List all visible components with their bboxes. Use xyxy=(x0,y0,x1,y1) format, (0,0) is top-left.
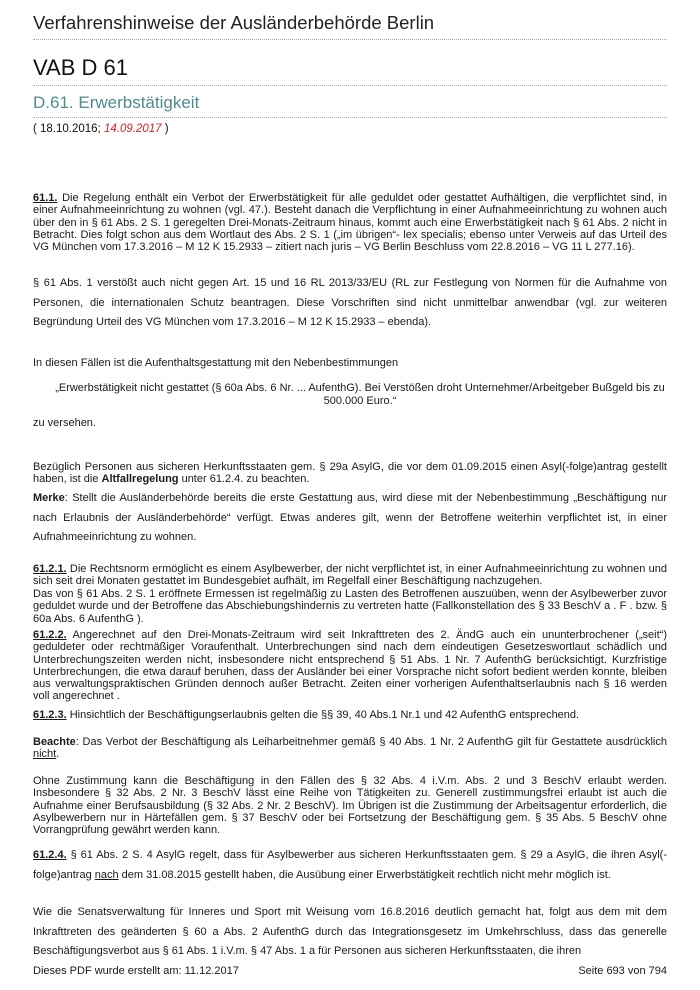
nicht-emphasis: nicht xyxy=(33,748,57,761)
paragraph-61-1 xyxy=(33,192,667,253)
paragraph-merke xyxy=(33,489,667,548)
paragraph-text: Hinsichtlich der Beschäftigungserlaubnis gelten die §§ 39, 40 Abs.1 Nr.1 und 42 AufenthG entsprechend. xyxy=(66,709,580,721)
date-close: ) xyxy=(161,123,169,135)
paragraph-text: § 61 Abs. 2 S. 4 AsylG regelt, dass für Asylbewerber aus sicheren Herkunftsstaaten gem. § 29 a AsylG, die ihren Asyl(-folge)antrag xyxy=(33,849,667,881)
section-title: D.61. Erwerbstätigkeit xyxy=(33,93,667,118)
altfallregelung-term: Altfallregelung xyxy=(101,473,179,486)
paragraph-art15: § 61 Abs. 1 verstößt auch nicht gegen Art. 15 und 16 RL 2013/33/EU (RL zur Festlegung von Normen für die Aufnahme von Personen, die internationalen Schutz beantragen. Diese Vorschriften sind nicht unmittelbar anwendbar (vgl. zur weiteren Begründung Urteil des VG München vom 17.3.2016 – M 12 K 15.2933 – ebenda). xyxy=(33,277,667,328)
paragraph-nebenbestimmungen: In diesen Fällen ist die Aufenthaltsgestattung mit den Nebenbestimmungen xyxy=(33,357,399,369)
paragraph-senatsverwaltung: Wie die Senatsverwaltung für Inneres und Sport mit Weisung vom 16.8.2016 deutlich gemacht hat, folgt aus dem mit dem Inkrafttreten des geänderten § 60 a Abs. 2 AufenthG durch das Integrationsgesetz im Umkehrschluss, dass das generelle Beschäftigungsverbot aus § 61 Abs. 1 i.V.m. § 47 Abs. 1 a für Personen aus sicheren Herkunftsstaaten, die ihren xyxy=(33,906,667,957)
paragraph-herkunftsstaaten xyxy=(33,461,667,486)
nebenbestimmung-quote: „Erwerbstätigkeit nicht gestattet (§ 60a Abs. 6 Nr. ... AufenthG). Bei Verstößen droht Unternehmer/Arbeitgeber Bußgeld bis zu 500.000 Euro.“ xyxy=(55,382,665,407)
paragraph-versehen: zu versehen. xyxy=(33,417,96,429)
section-number: 61.2.2. xyxy=(33,629,67,641)
beachte-label: Beachte xyxy=(33,736,76,748)
paragraph-text: Die Rechtsnorm ermöglicht es einem Asylbewerber, der nicht verpflichtet ist, in einer Aufnahmeeinrichtung zu wohnen und sich seit drei Monaten gestattet im Bundesgebiet aufhält, im Regelfall einer Beschäftigung nachzugehen. xyxy=(33,563,667,588)
merke-label: Merke xyxy=(33,492,65,504)
paragraph-ohne-zustimmung: Ohne Zustimmung kann die Beschäftigung in den Fällen des § 32 Abs. 4 i.V.m. Abs. 2 und 3 BeschV erlaubt werden. Insbesondere § 32 Abs. 2 Nr. 3 BeschV lässt eine Reihe von Tätigkeiten zu. Generell zustimmungsfrei erlaubt ist auch die Aufnahme einer Berufsausbildung (§ 32 Abs. 2 Nr. 2 BeschV). Im Übrigen ist die Zustimmung der Arbeitsagentur erforderlich, die Asylbewerbern nur in Härtefällen gem. § 37 BeschV oder bei Fortsetzung der Beschäftigung gem. § 35 Abs. 5 BeschV ohne Vorrangprüfung gewährt werden kann. xyxy=(33,775,667,837)
paragraph-beachte xyxy=(33,736,667,761)
revision-dates xyxy=(33,123,169,135)
date-open: ( 18.10.2016; xyxy=(33,123,104,135)
beachte-text: : Das Verbot der Beschäftigung als Leiharbeitnehmer gemäß § 40 Abs. 1 Nr. 2 AufenthG gilt für Gestattete ausdrücklich xyxy=(75,736,667,748)
paragraph-61-2-4 xyxy=(33,846,667,885)
text-part: unter 61.2.4. zu beachten. xyxy=(178,473,310,486)
page-number: Seite 693 von 794 xyxy=(578,965,667,977)
nach-emphasis: nach xyxy=(94,868,119,881)
paragraph-ermessen: Das von § 61 Abs. 2 S. 1 eröffnete Ermessen ist regelmäßig zu Lasten des Betroffenen auszuüben, wenn der Asylbewerber zuvor geduldet wurde und der Betroffene das Abschiebungshindernis zu vertreten hatte (Fallkonstellation des § 33 BeschV a . F . bzw. § 60a Abs. 6 AufenthG ). xyxy=(33,588,667,625)
created-date: Dieses PDF wurde erstellt am: 11.12.2017 xyxy=(33,965,239,977)
paragraph-61-2-3 xyxy=(33,709,667,721)
text-part: Bezüglich Personen aus sicheren Herkunftsstaaten gem. § 29a AsylG, die vor dem 01.09.2015 einen Asyl(-folge)antrag gestellt haben, ist die xyxy=(33,461,667,486)
paragraph-text: Angerechnet auf den Drei-Monats-Zeitraum wird seit Inkrafttreten des 2. ÄndG auch ein ununterbrochener („seit“) geduldeter oder rechtmäßiger Voraufenthalt. Unterbrechungen sind nach dem eindeutigen Gesetzeswortlaut schädlich und Unterbrechungszeiten werden nicht, insbesondere nicht entsprechend § 51 Abs. 1 Nr. 7 AufenthG berücksichtigt. Kurzfristige Unterbrechungen, die etwa darauf beruhen, dass der Ausländer bei einer Vorsprache nicht sofort bedient werden konnte, bleiben aus verwaltungspraktischen Gründen dennoch außer Betracht. Zeiten einer vorherigen Aufenthaltserlaubnis nach § 16 werden voll angerechnet . xyxy=(33,629,667,703)
paragraph-61-2-1 xyxy=(33,563,667,588)
merke-text: : Stellt die Ausländerbehörde bereits die erste Gestattung aus, wird diese mit der Nebenbestimmung „Beschäftigung nur nach Erlaubnis der Ausländerbehörde“ verfügt. Etwas anderes gilt, wenn der Betroffene weiterhin verpflichtet ist, in einer Aufnahmeeinrichtung zu wohnen. xyxy=(33,492,667,543)
page-header: Verfahrenshinweise der Ausländerbehörde Berlin xyxy=(33,12,667,40)
section-number: 61.2.3. xyxy=(33,709,67,721)
section-number: 61.2.4. xyxy=(33,849,67,861)
text-part: dem 31.08.2015 gestellt haben, die Ausübung einer Erwerbstätigkeit rechtlich nicht mehr möglich ist. xyxy=(118,868,611,881)
section-number: 61.1. xyxy=(33,192,58,204)
paragraph-text: Die Regelung enthält ein Verbot der Erwerbstätigkeit für alle geduldet oder gestattet Aufhältigen, die verpflichtet sind, in einer Aufnahmeeinrichtung zu wohnen (vgl. 47.). Besteht danach die Verpflichtung in einer Aufnahmeeinrichtung zu wohnen auch über den in § 61 Abs. 2 S. 1 geregelten Drei-Monats-Zeitraum hinaus, kommt auch eine Erwerbstätigkeit nach § 61 Abs. 2 nicht in Betracht. Dies folgt schon aus dem Wortlaut des Abs. 2 S. 1 („im übrigen“- lex specialis; ebenso unter Verweis auf das Urteil des VG München vom 17.3.2016 – M 12 K 15.2933 – zitiert nach juris – VG Berlin Beschluss vom 22.8.2016 – VG 11 L 277.16). xyxy=(33,192,667,254)
date-red: 14.09.2017 xyxy=(103,123,162,135)
paragraph-61-2-2 xyxy=(33,629,667,703)
document-code: VAB D 61 xyxy=(33,55,667,86)
text-part: . xyxy=(56,748,60,761)
section-number: 61.2.1. xyxy=(33,563,67,575)
